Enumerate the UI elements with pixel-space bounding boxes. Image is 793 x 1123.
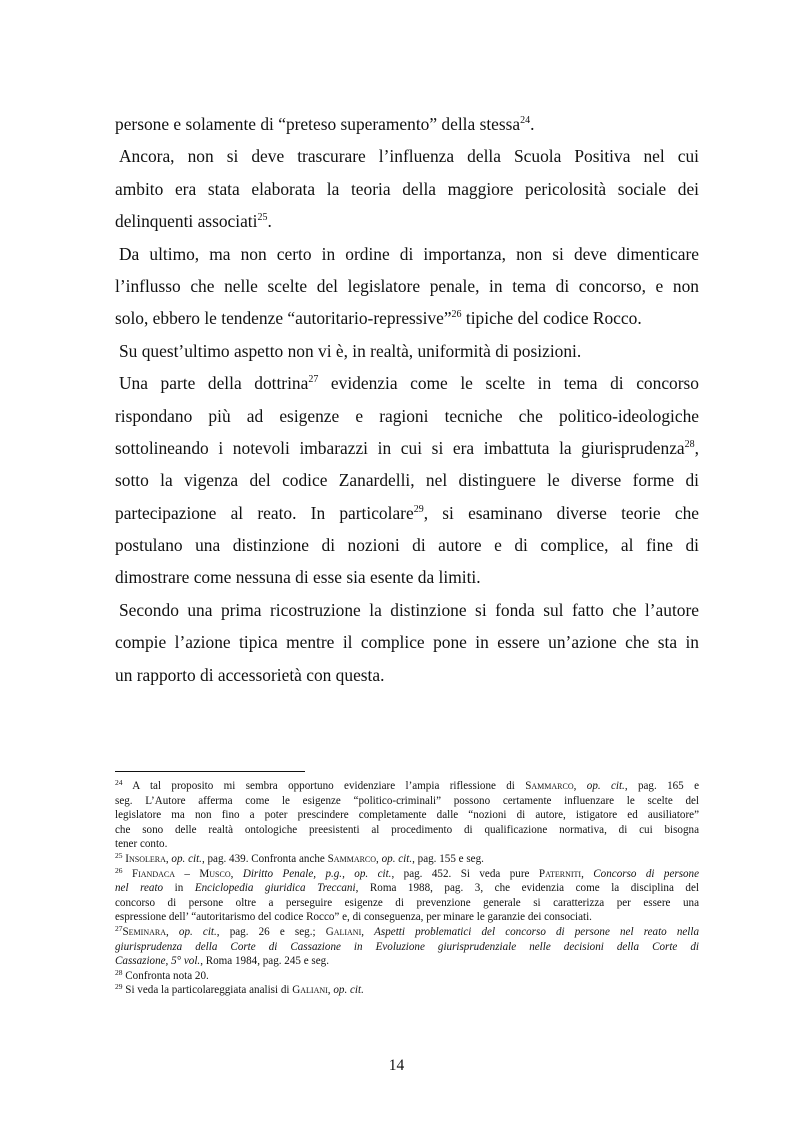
- citation-italic: op. cit.: [333, 984, 364, 997]
- footnote-ref-28[interactable]: 28: [684, 438, 695, 450]
- footnote-text: , pag. 26 e seg.;: [216, 925, 326, 938]
- footnote-28: [115, 969, 699, 984]
- footnote-number: 29: [115, 982, 123, 992]
- footnote-number: 25: [115, 850, 123, 860]
- footnote-29: [115, 983, 699, 998]
- citation-italic: op. cit.: [178, 925, 217, 938]
- footnote-text: , pag. 165 e: [624, 780, 699, 792]
- footnote-24-line: tener conto.: [115, 838, 168, 851]
- footnote-text: ,: [361, 925, 375, 938]
- footnote-text: , pag. 155 e seg.: [412, 852, 484, 865]
- footnote-ref-29[interactable]: 29: [413, 503, 424, 515]
- footnote-text: A tal proposito mi sembra opportuno evidenziare l’ampia riflessione di: [122, 780, 526, 792]
- footnote-text: , Roma 1988, pag. 3, che evidenzia come la disciplina del: [355, 882, 699, 895]
- footnote-text: ,: [166, 925, 179, 938]
- paragraph-line: dimostrare come nessuna di esse sia esente da limiti.: [115, 567, 481, 588]
- footnote-text: [123, 868, 132, 880]
- citation-italic: Cassazione, 5° vol.: [115, 955, 201, 968]
- footnote-text: , pag. 439. Confronta anche: [201, 852, 328, 865]
- text-run: evidenzia come le scelte in tema di concorso: [318, 373, 699, 394]
- footnote-ref-26[interactable]: 26: [451, 309, 462, 321]
- footnote-27-line: [115, 954, 699, 969]
- footnote-number: 28: [115, 967, 123, 977]
- footnote-text: ,: [573, 780, 587, 792]
- citation-italic: op. cit.: [381, 852, 413, 865]
- paragraph-line: [115, 497, 699, 529]
- paragraph-line: [115, 432, 699, 464]
- citation-italic: Concorso di persone: [593, 867, 700, 880]
- footnote-25: [115, 852, 699, 867]
- footnote-ref-27[interactable]: 27: [308, 374, 319, 386]
- footnote-text: ,: [165, 852, 172, 865]
- footnote-26: [115, 867, 699, 882]
- citation-italic: giurisprudenza della Corte di Cassazione in Evoluzione giurisprudenziale nelle decisioni della Corte di: [115, 940, 699, 953]
- footnote-26-line: concorso di persone oltre a perseguire esigenze di prevenzione generale si caratterizza per essere una: [115, 896, 699, 909]
- footnote-text: , pag. 452. Si veda pure: [391, 867, 539, 880]
- text-run: .: [267, 211, 272, 232]
- footnote-26-line: [115, 881, 699, 896]
- author-name: Galiani: [325, 925, 362, 938]
- text-run: Una parte della dottrina: [119, 373, 309, 394]
- footnote-text: ,: [581, 867, 594, 880]
- paragraph-line: un rapporto di accessorietà con questa.: [115, 664, 385, 685]
- paragraph-line: Ancora, non si deve trascurare l’influenza della Scuola Positiva nel cui: [119, 146, 699, 167]
- citation-italic: Aspetti problematici del concorso di persone nel reato nella: [374, 925, 700, 938]
- citation-italic: Enciclopedia giuridica Treccani: [194, 882, 356, 895]
- footnote-text: ,: [327, 984, 334, 997]
- footnote-text: ,: [230, 867, 243, 880]
- author-name: Insolera: [125, 852, 166, 865]
- text-run: ,: [694, 437, 699, 458]
- text-run: partecipazione al reato. In particolare: [115, 502, 414, 523]
- text-run: , si esaminano diverse teorie che: [423, 502, 699, 523]
- author-name: Galiani: [292, 984, 328, 997]
- text-run: persone e solamente di “preteso superamento” della stessa: [115, 114, 521, 134]
- footnote-26-line: espressione dell’ “autoritarismo del codice Rocco” e, di conseguenza, per minare le garanzie dei consociati.: [115, 911, 592, 924]
- footnote-ref-24[interactable]: 24: [520, 115, 531, 126]
- citation-italic: op. cit.: [171, 852, 202, 865]
- text-run: solo, ebbero le tendenze “autoritario-repressive”: [115, 308, 452, 329]
- footnote-27-line: [115, 940, 699, 955]
- paragraph-line: postulano una distinzione di nozioni di autore e di complice, al fine di: [115, 535, 699, 556]
- footnote-number: 26: [115, 865, 123, 875]
- text-run: .: [530, 114, 535, 134]
- footnote-24-line: legislatore ma non fino a poter prescindere completamente dalle “nozioni di autore, istigatore ed ausiliatore”: [115, 809, 699, 822]
- footnote-text: Confronta nota 20.: [122, 969, 209, 982]
- footnote-separator: [115, 771, 305, 772]
- footnote-27: [115, 925, 699, 940]
- footnote-24-line: che sono delle realtà ontologiche preesistenti al procedimento di qualificazione normativa, di cui bisogna: [115, 823, 699, 836]
- citation-italic: nel reato: [115, 882, 164, 895]
- footnote-text: in: [163, 882, 195, 895]
- body-text: [115, 108, 699, 691]
- author-name: Fiandaca – Musco: [131, 867, 231, 880]
- paragraph-line: rispondano più ad esigenze e ragioni tecniche che politico-ideologiche: [115, 405, 699, 426]
- paragraph-line: Da ultimo, ma non certo in ordine di importanza, non si deve dimenticare: [119, 243, 699, 264]
- page-number: 14: [388, 1057, 405, 1074]
- paragraph-line: Su quest’ultimo aspetto non vi è, in realtà, uniformità di posizioni.: [119, 340, 582, 361]
- paragraph-line: [115, 367, 699, 399]
- footnote-number: 24: [115, 778, 123, 787]
- author-name: Sammarco: [327, 852, 377, 865]
- paragraph-line: sotto la vigenza del codice Zanardelli, nel distinguere le diverse forme di: [115, 470, 699, 491]
- footnote-ref-25[interactable]: 25: [257, 212, 268, 224]
- paragraph-line: l’influsso che nelle scelte del legislatore penale, in tema di concorso, e non: [115, 275, 699, 296]
- citation-italic: Diritto Penale, p.g., op. cit.: [242, 867, 392, 880]
- text-run: delinquenti associati: [115, 211, 258, 232]
- footnote-text: , Roma 1984, pag. 245 e seg.: [200, 955, 329, 968]
- paragraph-line: compie l’azione tipica mentre il complice pone in essere un’azione che sta in: [115, 632, 699, 653]
- footnote-number: 27: [115, 923, 123, 933]
- text-run: sottolineando i notevoli imbarazzi in cui si era imbattuta la giurisprudenza: [115, 437, 685, 458]
- footnote-text: Si veda la particolareggiata analisi di: [122, 984, 293, 997]
- author-name: Seminara: [122, 925, 167, 938]
- footnotes: [115, 779, 699, 998]
- paragraph-line: [115, 205, 699, 237]
- footnote-text: ,: [376, 852, 382, 865]
- author-name: Sammarco: [525, 780, 574, 792]
- text-run: tipiche del codice Rocco.: [461, 308, 642, 329]
- footnote-24-line: seg. L’Autore afferma come le esigenze “politico-criminali” possono certamente influenzare le scelte del: [115, 794, 699, 807]
- paragraph-line: [115, 108, 699, 140]
- paragraph-line: Secondo una prima ricostruzione la distinzione si fonda sul fatto che l’autore: [119, 599, 699, 620]
- author-name: Paterniti: [538, 867, 582, 880]
- citation-italic: op. cit.: [586, 780, 625, 792]
- footnote-24: [115, 779, 699, 794]
- paragraph-line: ambito era stata elaborata la teoria della maggiore pericolosità sociale dei: [115, 178, 699, 199]
- paragraph-line: [115, 302, 699, 334]
